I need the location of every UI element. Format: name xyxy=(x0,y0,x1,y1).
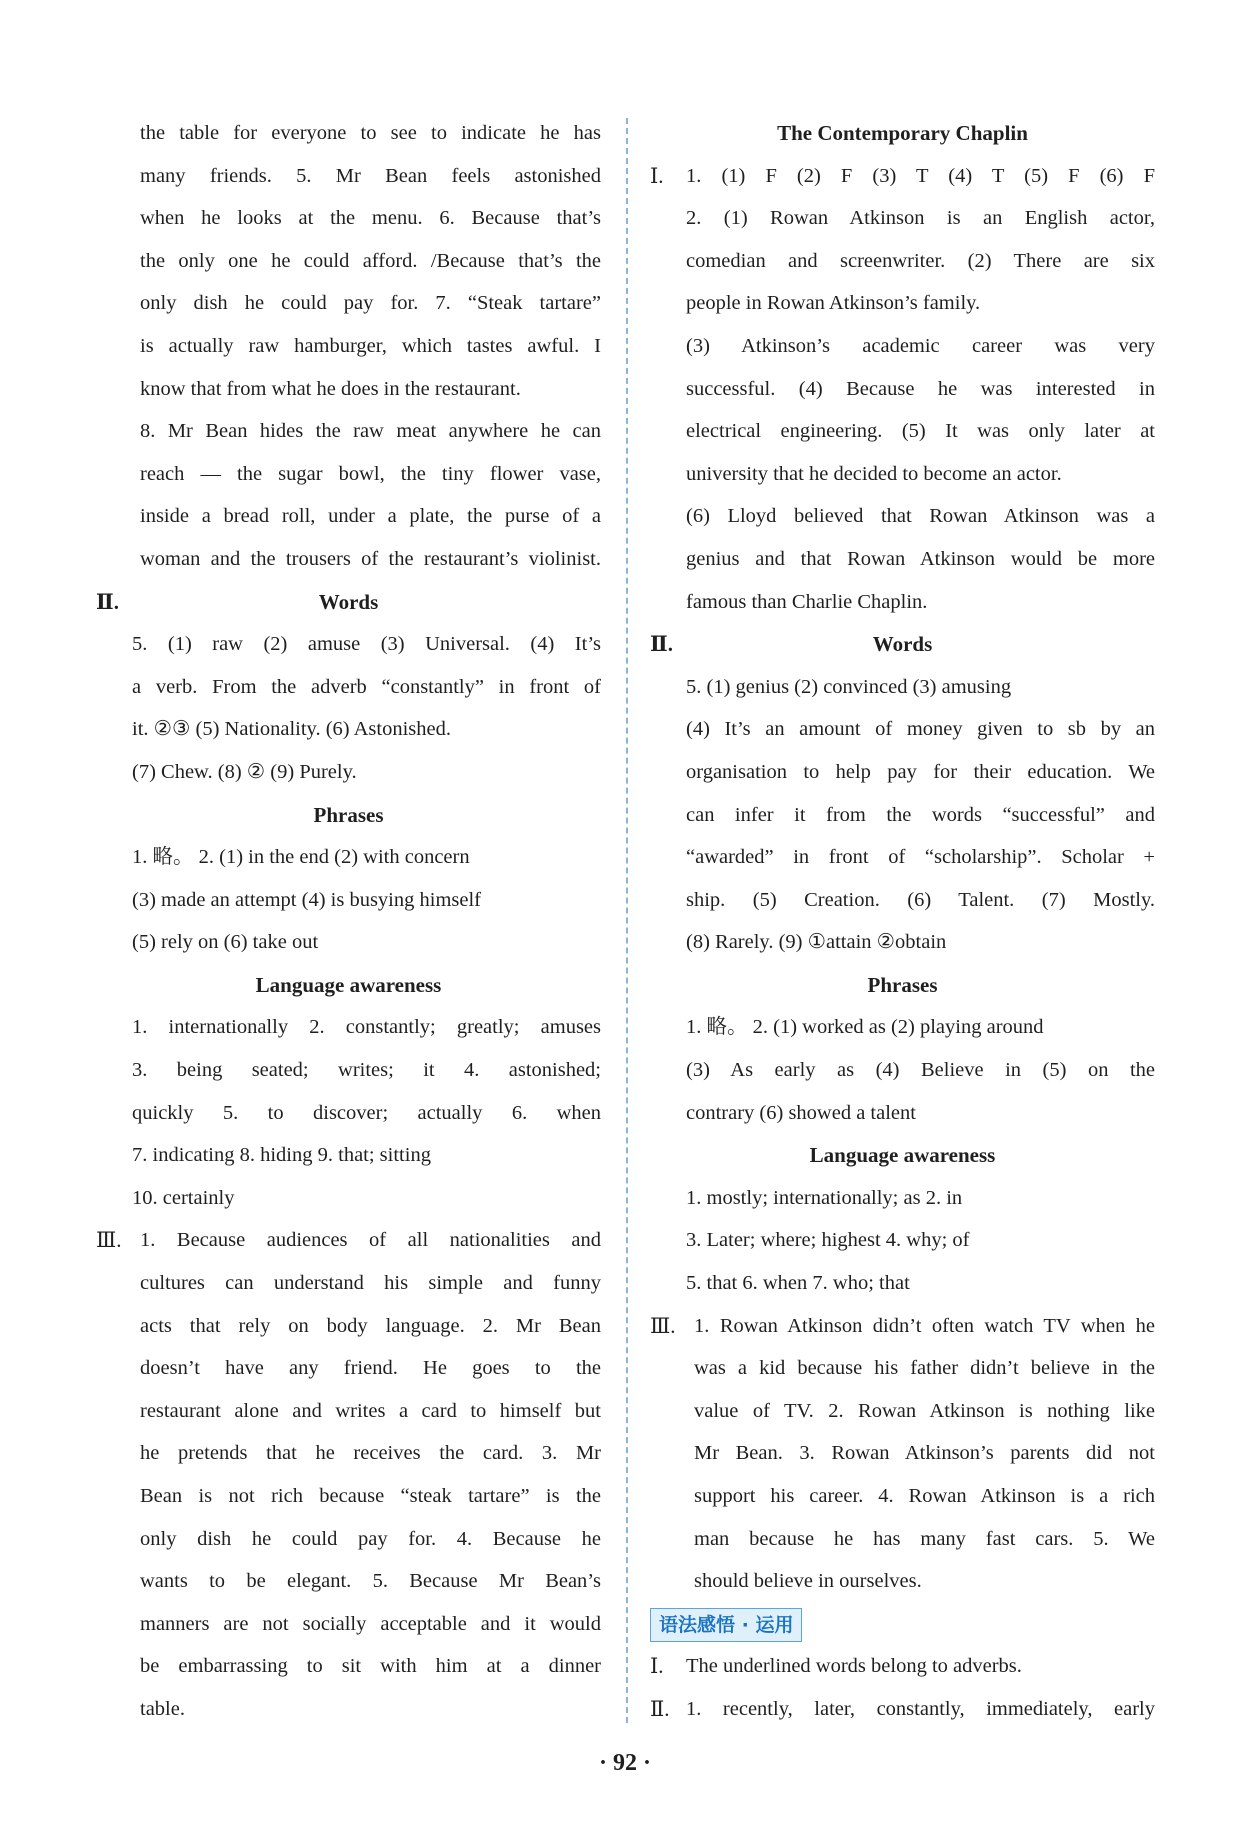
line-text: cultures can understand his simple and funny xyxy=(140,1272,601,1295)
answer-line xyxy=(96,240,601,283)
line-text: quickly 5. to discover; actually 6. when xyxy=(132,1101,601,1124)
section-heading xyxy=(650,964,1155,1007)
line-text: can infer it from the words “successful” and xyxy=(686,803,1155,826)
line-text: 10. certainly xyxy=(132,1186,235,1209)
answer-line xyxy=(96,623,601,666)
part-marker: Ⅱ. xyxy=(650,1696,670,1721)
section-heading xyxy=(650,112,1155,155)
part-marker: Ⅰ. xyxy=(650,1654,664,1679)
answer-line xyxy=(96,197,601,240)
answer-line xyxy=(650,240,1155,283)
section-heading xyxy=(650,1134,1155,1177)
answer-line xyxy=(650,1305,1155,1348)
line-text: know that from what he does in the restaurant. xyxy=(140,377,521,400)
line-text: 1. mostly; internationally; as 2. in xyxy=(686,1186,963,1209)
line-text: 1. 略。 2. (1) worked as (2) playing around xyxy=(686,1016,1044,1039)
line-text: 5. (1) raw (2) amuse (3) Universal. (4) It’s xyxy=(132,633,601,656)
line-text: acts that rely on body language. 2. Mr Bean xyxy=(140,1314,601,1337)
answer-line xyxy=(96,1603,601,1646)
section-heading xyxy=(96,794,601,837)
column-divider xyxy=(626,118,628,1723)
answer-line xyxy=(96,155,601,198)
answer-line xyxy=(650,1262,1155,1305)
answer-line xyxy=(96,453,601,496)
answer-line xyxy=(650,453,1155,496)
line-text: support his career. 4. Rowan Atkinson is a rich xyxy=(694,1485,1155,1507)
answer-line xyxy=(650,708,1155,751)
answer-line xyxy=(96,325,601,368)
line-text: he pretends that he receives the card. 3. Mr xyxy=(140,1442,601,1465)
line-text: organisation to help pay for their education. We xyxy=(686,760,1155,783)
line-text: The Contemporary Chaplin xyxy=(777,121,1028,145)
answer-line xyxy=(650,155,1155,198)
answer-line xyxy=(650,1432,1155,1475)
line-text: Phrases xyxy=(313,802,384,827)
line-text: Language awareness xyxy=(255,972,442,997)
answer-line xyxy=(650,1177,1155,1220)
line-text: 2. (1) Rowan Atkinson is an English actor, xyxy=(686,207,1155,230)
line-text: 8. Mr Bean hides the raw meat anywhere he can xyxy=(140,420,601,443)
part-marker: Ⅲ. xyxy=(96,1228,122,1253)
line-text: (3) Atkinson’s academic career was very xyxy=(686,334,1155,357)
line-text: restaurant alone and writes a card to himself but xyxy=(140,1399,601,1422)
line-text: “awarded” in front of “scholarship”. Scholar + xyxy=(686,846,1155,869)
line-text: (3) made an attempt (4) is busying himself xyxy=(132,888,481,911)
answer-line xyxy=(96,368,601,411)
answer-line xyxy=(96,538,601,581)
answer-line xyxy=(650,1390,1155,1433)
line-text: Bean is not rich because “steak tartare” is the xyxy=(140,1485,601,1507)
part-marker: Ⅲ. xyxy=(650,1313,676,1338)
answer-line xyxy=(96,1177,601,1220)
answer-line xyxy=(650,368,1155,411)
answer-line xyxy=(96,410,601,453)
answer-line xyxy=(96,666,601,709)
line-text: the only one he could afford. /Because that’s the xyxy=(140,249,601,272)
line-text: Mr Bean. 3. Rowan Atkinson’s parents did not xyxy=(694,1442,1155,1465)
line-text: (3) As early as (4) Believe in (5) on the xyxy=(686,1059,1155,1082)
answer-line xyxy=(650,921,1155,964)
answer-line xyxy=(650,1475,1155,1518)
line-text: (6) Lloyd believed that Rowan Atkinson was a xyxy=(686,505,1155,528)
answer-line xyxy=(650,751,1155,794)
line-text: successful. (4) Because he was interested in xyxy=(686,377,1155,400)
line-text: university that he decided to become an actor. xyxy=(686,462,1062,485)
answer-line xyxy=(96,1432,601,1475)
line-text: should believe in ourselves. xyxy=(694,1570,922,1593)
line-text: woman and the trousers of the restaurant’s violinist. xyxy=(140,547,601,570)
answer-line xyxy=(650,1645,1155,1688)
answer-line xyxy=(650,1092,1155,1135)
line-text: wants to be elegant. 5. Because Mr Bean’s xyxy=(140,1570,601,1593)
answer-line xyxy=(650,1560,1155,1603)
line-text: 1. 略。 2. (1) in the end (2) with concern xyxy=(132,846,470,869)
answer-line xyxy=(650,197,1155,240)
answer-line xyxy=(96,879,601,922)
line-text: table. xyxy=(140,1697,185,1720)
line-text: Words xyxy=(318,589,379,614)
answer-line xyxy=(650,1049,1155,1092)
line-text: 5. that 6. when 7. who; that xyxy=(686,1272,910,1295)
part-marker: Ⅰ. xyxy=(650,163,664,188)
line-text: manners are not socially acceptable and it would xyxy=(140,1612,601,1635)
line-text: only dish he could pay for. 7. “Steak tartare” xyxy=(140,292,601,315)
line-text: it. ②③ (5) Nationality. (6) Astonished. xyxy=(132,718,451,741)
answer-line xyxy=(650,1518,1155,1561)
answer-line xyxy=(650,836,1155,879)
answer-line xyxy=(650,879,1155,922)
line-text: when he looks at the menu. 6. Because that’s xyxy=(140,207,601,230)
line-text: only dish he could pay for. 4. Because he xyxy=(140,1527,601,1550)
line-text: a verb. From the adverb “constantly” in front of xyxy=(132,675,601,698)
answer-line xyxy=(96,708,601,751)
part-marker: Ⅱ. xyxy=(650,632,673,657)
line-text: contrary (6) showed a talent xyxy=(686,1101,916,1124)
answer-line xyxy=(96,1092,601,1135)
answer-line xyxy=(96,921,601,964)
answer-line xyxy=(96,1006,601,1049)
answer-line xyxy=(650,666,1155,709)
line-text: (7) Chew. (8) ② (9) Purely. xyxy=(132,760,357,783)
line-text: 1. (1) F (2) F (3) T (4) T (5) F (6) F xyxy=(686,164,1155,187)
section-ribbon xyxy=(650,1603,1155,1646)
line-text: ship. (5) Creation. (6) Talent. (7) Mostly. xyxy=(686,888,1155,911)
answer-line xyxy=(96,1390,601,1433)
line-text: Words xyxy=(872,632,933,657)
page-number: · 92 · xyxy=(598,1750,651,1776)
line-text: Language awareness xyxy=(809,1143,996,1168)
line-text: 7. indicating 8. hiding 9. that; sitting xyxy=(132,1144,431,1167)
line-text: (5) rely on (6) take out xyxy=(132,931,319,954)
answer-line xyxy=(96,112,601,155)
answer-line xyxy=(650,1219,1155,1262)
answer-line xyxy=(650,1006,1155,1049)
answer-line xyxy=(96,751,601,794)
line-text: 1. Rowan Atkinson didn’t often watch TV when he xyxy=(694,1314,1155,1337)
line-text: famous than Charlie Chaplin. xyxy=(686,590,928,613)
line-text: genius and that Rowan Atkinson would be more xyxy=(686,547,1155,570)
line-text: inside a bread roll, under a plate, the purse of a xyxy=(140,505,601,528)
answer-line xyxy=(96,1645,601,1688)
line-text: electrical engineering. (5) It was only later at xyxy=(686,420,1155,443)
part-marker: Ⅱ. xyxy=(96,589,119,614)
answer-line xyxy=(96,1347,601,1390)
answer-line xyxy=(650,1688,1155,1731)
line-text: many friends. 5. Mr Bean feels astonished xyxy=(140,164,601,187)
line-text: was a kid because his father didn’t believe in the xyxy=(694,1357,1155,1380)
line-text: The underlined words belong to adverbs. xyxy=(686,1655,1022,1678)
answer-line xyxy=(96,1475,601,1518)
line-text: 5. (1) genius (2) convinced (3) amusing xyxy=(686,675,1012,698)
answer-line xyxy=(96,836,601,879)
answer-line xyxy=(650,410,1155,453)
section-heading xyxy=(96,964,601,1007)
answer-line xyxy=(96,1262,601,1305)
line-text: 3. being seated; writes; it 4. astonished; xyxy=(132,1059,601,1082)
answer-line xyxy=(96,1049,601,1092)
line-text: the table for everyone to see to indicate he has xyxy=(140,122,601,144)
answer-line xyxy=(650,282,1155,325)
left-column xyxy=(96,112,601,1731)
answer-line xyxy=(96,1305,601,1348)
line-text: 1. internationally 2. constantly; greatly; amuses xyxy=(132,1016,601,1039)
grammar-section-label: 语法感悟 · 运用 xyxy=(650,1608,802,1642)
answer-line xyxy=(650,794,1155,837)
answer-line xyxy=(650,495,1155,538)
answer-line xyxy=(96,1134,601,1177)
line-text: value of TV. 2. Rowan Atkinson is nothing like xyxy=(694,1399,1155,1422)
line-text: man because he has many fast cars. 5. We xyxy=(694,1527,1155,1550)
section-heading xyxy=(650,623,1155,666)
section-heading xyxy=(96,581,601,624)
line-text: people in Rowan Atkinson’s family. xyxy=(686,292,981,315)
line-text: doesn’t have any friend. He goes to the xyxy=(140,1357,601,1380)
answer-line xyxy=(96,1518,601,1561)
answer-line xyxy=(96,1219,601,1262)
answer-line xyxy=(650,538,1155,581)
line-text: 1. recently, later, constantly, immediately, early xyxy=(686,1697,1155,1720)
line-text: Phrases xyxy=(867,972,938,997)
line-text: reach — the sugar bowl, the tiny flower vase, xyxy=(140,462,601,485)
line-text: (4) It’s an amount of money given to sb by an xyxy=(686,718,1155,741)
answer-line xyxy=(96,495,601,538)
answer-line xyxy=(650,581,1155,624)
line-text: be embarrassing to sit with him at a dinner xyxy=(140,1655,601,1678)
answer-line xyxy=(96,282,601,325)
line-text: (8) Rarely. (9) ①attain ②obtain xyxy=(686,931,947,954)
answer-line xyxy=(96,1688,601,1731)
line-text: is actually raw hamburger, which tastes awful. I xyxy=(140,334,601,357)
line-text: 1. Because audiences of all nationalities and xyxy=(140,1229,601,1252)
right-column xyxy=(650,112,1155,1731)
answer-line xyxy=(96,1560,601,1603)
answer-line xyxy=(650,325,1155,368)
line-text: comedian and screenwriter. (2) There are six xyxy=(686,249,1155,272)
answer-line xyxy=(650,1347,1155,1390)
line-text: 3. Later; where; highest 4. why; of xyxy=(686,1229,970,1252)
